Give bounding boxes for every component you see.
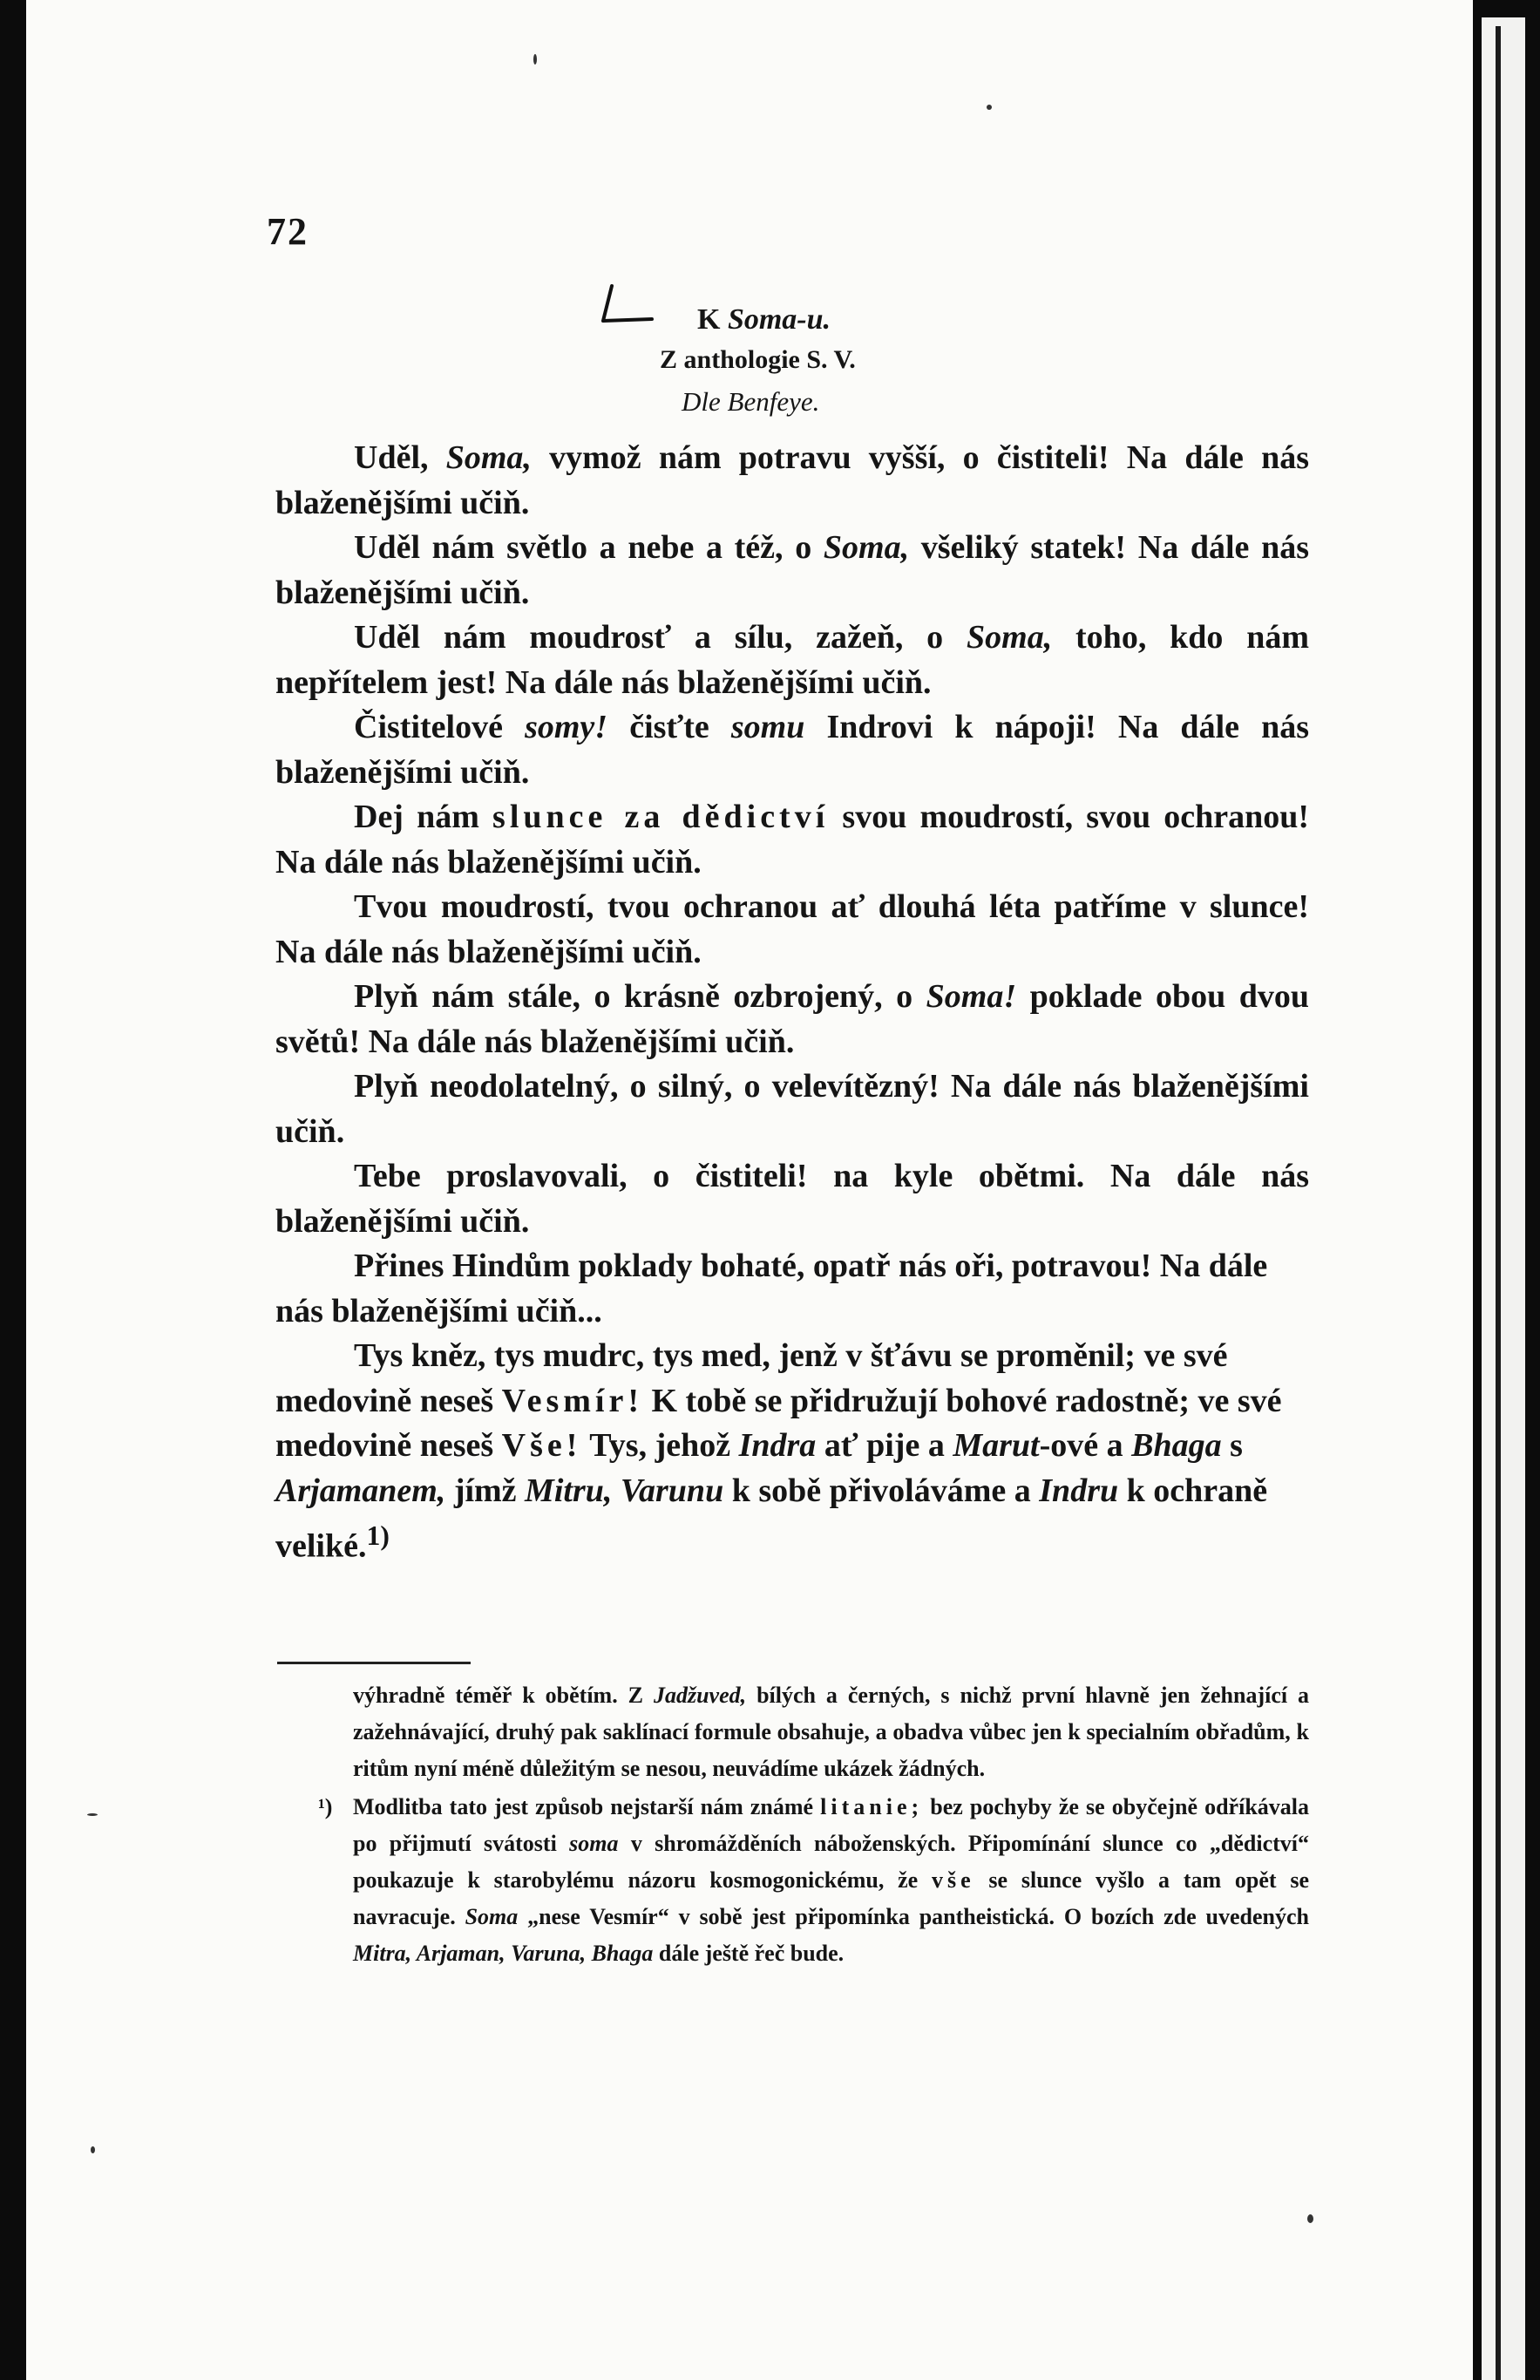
title-name: Soma-u. xyxy=(727,303,831,336)
page-number: 72 xyxy=(267,210,309,253)
verse-11-vse: Vše! xyxy=(501,1427,582,1464)
verse-11-c: Tys, jehož xyxy=(589,1427,731,1464)
verse-10: Přines Hindům poklady bohaté, opatř nás oři, potravou! Na dále nás blaženějšími učiň... xyxy=(275,1248,1268,1329)
footnote-1-a: Modlitba tato jest způsob nejstarší nám známé xyxy=(353,1794,814,1819)
verse-11-f: s xyxy=(1230,1427,1243,1464)
verse-4-a: Čistitelové xyxy=(354,709,503,745)
footnote-1-c: v shromážděních náboženských. Připomínání slunce co „dědictví“ poukazuje k starobylému názoru kosmogonickému, že xyxy=(353,1831,1310,1893)
verse-1-first-word: Uděl, xyxy=(354,439,429,476)
footnote-1-gods: Mitra, Arjaman, Varuna, Bhaga xyxy=(353,1941,654,1966)
verse-1-rest: vymož nám potravu vyšší, o čistiteli! Na dále nás blaženějšími učiň. xyxy=(275,439,1310,521)
footnote-1-d: se slunce vyšlo a tam opět se navracuje. xyxy=(353,1867,1309,1929)
verse-7 xyxy=(275,975,1309,1064)
ink-speck xyxy=(987,105,992,110)
footnote-ref[interactable]: 1) xyxy=(366,1520,390,1551)
verse-3-b: toho, kdo nám nepřítelem jest! Na dále nás blaženějšími učiň. xyxy=(275,619,1310,701)
poem-subtitle: Z anthologie S. V. xyxy=(660,345,856,374)
verse-11-indra: Indra xyxy=(738,1427,817,1464)
verse-2-a: Uděl nám světlo a nebe a též, o xyxy=(354,529,812,566)
verse-4 xyxy=(275,705,1309,795)
page-edge-shadow xyxy=(1496,26,1501,2380)
verse-2-soma: Soma, xyxy=(823,529,910,566)
verse-9: Tebe proslavovali, o čistiteli! na kyle obětmi. Na dále nás blaženějšími učiň. xyxy=(275,1158,1309,1240)
footnote-continued-a: výhradně téměř k obětím. Z xyxy=(353,1683,643,1708)
verse-7-b: poklade obou dvou světů! Na dále nás blaženějšími učiň. xyxy=(275,978,1309,1060)
verse-3 xyxy=(275,615,1309,705)
verse-4-somu: somu xyxy=(730,709,805,745)
verse-11-mitru: Mitru, xyxy=(525,1472,613,1509)
footnote-1-mark: ¹) xyxy=(318,1794,333,1819)
verse-4-b: čisťte xyxy=(629,709,709,745)
verse-6: Tvou moudrostí, tvou ochranou ať dlouhá léta patříme v slunce! Na dále nás blaženějšími učiň. xyxy=(275,888,1309,970)
footnote-1-e: „nese Vesmír“ v sobě jest připomínka pantheistická. O bozích zde uvedených xyxy=(527,1904,1309,1929)
verse-5 xyxy=(275,795,1309,885)
verse-11-b: K tobě se přidružují bohové radostně; ve své medovině neseš xyxy=(275,1382,1282,1464)
verse-11-h: k sobě přivoláváme a xyxy=(731,1472,1031,1509)
footnote-continued xyxy=(353,1677,1309,1787)
verse-1 xyxy=(275,436,1309,526)
footnote-1-f: dále ještě řeč bude. xyxy=(658,1941,845,1966)
verse-3-a: Uděl nám moudrosť a sílu, zažeň, o xyxy=(354,619,944,656)
footnotes xyxy=(318,1677,1310,1972)
verse-11-varunu: Varunu xyxy=(620,1472,724,1509)
footnote-jadzuved: Jadžuved, xyxy=(653,1683,747,1708)
verse-11-vesmir: Vesmír! xyxy=(501,1382,643,1419)
verse-5-a: Dej nám xyxy=(354,799,479,835)
verse-11-d: ať pije a xyxy=(824,1427,945,1464)
verse-11-bhaga: Bhaga xyxy=(1131,1427,1222,1464)
footnote-1 xyxy=(318,1789,1310,1972)
verse-11-arjamanem: Arjamanem, xyxy=(275,1472,446,1509)
verse-2 xyxy=(275,526,1309,615)
poem-body xyxy=(275,436,1309,1569)
footnote-1-soma2: Soma xyxy=(465,1904,519,1929)
verse-7-a: Plyň nám stále, o krásně ozbrojený, o xyxy=(354,978,913,1015)
verse-3-soma: Soma, xyxy=(967,619,1053,656)
verse-5-b: svou moudrostí, svou ochranou! Na dále nás blaženějšími učiň. xyxy=(275,799,1310,881)
adjacent-page-edge xyxy=(1482,17,1525,2380)
verse-11-indru: Indru xyxy=(1039,1472,1119,1509)
verse-11-marut: Marut xyxy=(953,1427,1040,1464)
verse-11-e: -ové a xyxy=(1039,1427,1123,1464)
verse-11 xyxy=(275,1334,1309,1569)
ink-speck xyxy=(87,1813,98,1816)
footnote-rule xyxy=(277,1662,471,1664)
title-prefix: K xyxy=(697,303,721,336)
verse-7-soma: Soma! xyxy=(926,978,1017,1015)
footnote-1-litanie: litanie; xyxy=(820,1794,924,1819)
verse-2-b: všeliký statek! Na dále nás blaženějšími učiň. xyxy=(275,529,1310,611)
footnote-1-vse: vše xyxy=(931,1867,975,1893)
ink-speck xyxy=(1307,2214,1313,2223)
footnote-continued-b: bílých a černých, s nichž první hlavně jen žehnající a zažehnávající, druhý pak saklínací formule obsahuje, a obadva vůbec jen k specialním obřadům, k ritům nyní méně důležitým se nesou, neuvádíme ukázek žádných. xyxy=(353,1683,1310,1781)
handwritten-mark-icon xyxy=(600,284,655,328)
ink-speck xyxy=(91,2146,95,2153)
verse-4-somy: somy! xyxy=(525,709,608,745)
verse-5-spaced: slunce za dědictví xyxy=(492,799,830,835)
verse-11-g: jímž xyxy=(453,1472,517,1509)
footnote-1-b: bez pochyby že se obyčejně odříkávala po přijmutí svátosti xyxy=(353,1794,1309,1856)
translation-credit: Dle Benfeye. xyxy=(682,386,820,417)
ink-speck xyxy=(533,54,537,65)
verse-11-a: Tys kněz, tys mudrc, tys med, jenž v šťávu se proměnil; ve své medovině neseš xyxy=(275,1337,1228,1419)
poem-title xyxy=(697,303,831,337)
verse-8: Plyň neodolatelný, o silný, o velevítězný! Na dále nás blaženějšími učiň. xyxy=(275,1068,1309,1150)
verse-11-i: k ochraně veliké. xyxy=(275,1472,1268,1565)
verse-1-soma: Soma, xyxy=(445,439,532,476)
verse-4-c: Indrovi k nápoji! Na dále nás blaženějšími učiň. xyxy=(275,709,1310,791)
footnote-1-soma: soma xyxy=(569,1831,619,1856)
